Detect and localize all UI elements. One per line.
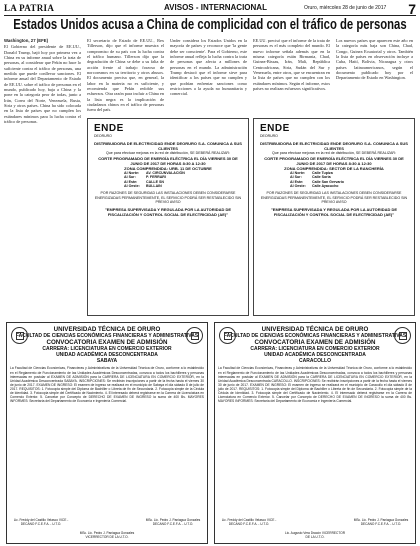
- section-title: AVISOS - INTERNACIONAL: [164, 3, 267, 12]
- ad-cut: CORTE PROGRAMADO DE ENERGÍA ELÉCTRICA EL DÍA VIERNES 30 DE JUNIO DE 2017 DE HORAS 8:30 A 12:30: [98, 155, 238, 166]
- career-name: CARRERA: LICENCIATURA EN COMERCIO EXTERIOR: [250, 346, 380, 353]
- ad-slogan: "EMPRESA SUPERVISADA Y REGULADA POR LA AUTORIDAD DE FISCALIZACIÓN Y CONTROL SOCIAL DE ELECTRICIDAD (AE)": [270, 206, 398, 217]
- ad-cut: CORTE PROGRAMADO DE ENERGÍA ELÉCTRICA EL DÍA VIERNES 30 DE JUNIO DE 2017 DE HORAS 8:30 A 12:30: [264, 155, 404, 166]
- ad-intro: Que para efectuar mejoras en la red de distribución, SE DEBERÁ REALIZAR:: [271, 151, 397, 155]
- university-notice-caracollo: [214, 322, 416, 544]
- ende-logo: ENDE DEORURO: [94, 123, 124, 138]
- faculty-crest-icon: [394, 327, 411, 344]
- signature-dean: MSc. Lic. Pedro J. Paniagua Gonzales DECANO F.C.E.F.A. - U.T.O.: [353, 518, 409, 527]
- university-name: UNIVERSIDAD TÉCNICA DE ORURO: [53, 326, 161, 333]
- page-number: 7: [408, 1, 416, 17]
- ad-title: DISTRIBUIDORA DE ELECTRICIDAD ENDE DEORURO S.A. COMUNICA A SUS CLIENTES: [260, 141, 408, 151]
- notice-body: La Facultad de Ciencias Económicas, Financieras y Administrativas de la Universidad Técnica de Oruro, conforme a lo establecido en el Reglamento de Funcionamiento de las Unidades Académicas Desconcentradas, convoca a todos los bachilleres y personas interesadas en postular al EXAMEN DE ADMISIÓN para la CARRERA DE LICENCIATURA EN COMERCIO EXTERIOR, en la Unidad Académica Desconcentrada CARACOLLO. INSCRIPCIONES: Se recibirán inscripciones a partir de la fecha hasta el viernes 30 de junio de 2017. EXAMEN DE INGRESO: El examen de ingreso se realizará en el municipio de Caracollo el día sábado 8 de julio de 2017. REQUISITOS: 1. Fotocopia simple del Diploma de Bachiller o Libreta de fin de Secundaria. 2. Fotocopia simple de la Cédula de Identidad. 3. Fotocopia simple del Certificado de Nacimiento. 4. El interesado deberá registrarse en la Carrera de Licenciatura en Comercio Exterior. 5. Cancelar por Concepto de DERECHO DE EXAMEN DE INGRESO la suma de 400 Bs. MAYORES INFORMES: Secretaría del Departamento de Economía e Ingeniería Comercial.: [218, 366, 412, 404]
- university-notice-sabaya: [6, 322, 208, 544]
- signature-vice-rector: Lic. Augusto Vera Dracón VICERRECTOR DE LA U.T.O.: [285, 531, 345, 540]
- university-crest-icon: [219, 327, 236, 344]
- ad-slogan: "EMPRESA SUPERVISADA Y REGULADA POR LA AUTORIDAD DE FISCALIZACIÓN Y CONTROL SOCIAL DE ELECTRICIDAD (AE)": [104, 206, 232, 217]
- article-text: Los nuevos países que aparecen este año en la categoría más baja son China, Chad, Congo, Guinea Ecuatorial y otros. También la lista de países en observación incluye a Cuba, Haití, Bolivia, Nicaragua y otros países latinoamericanos, según el documento publicado hoy por el Departamento de Estado en Washington.: [336, 38, 413, 81]
- unit-place: CARACOLLO: [299, 358, 331, 365]
- zone-row: Al Sur: P. FERRARI: [124, 175, 166, 180]
- faculty-name: FACULTAD DE CIENCIAS ECONÓMICAS FINANCIERAS Y ADMINISTRATIVAS: [15, 333, 199, 340]
- signature-vice-dean: Lic. Freddy del Castillo Velasco VICE - DECANO F.C.E.F.A. - U.T.O.: [13, 518, 69, 527]
- university-name: UNIVERSIDAD TÉCNICA DE ORURO: [261, 326, 369, 333]
- zone-row: Al Norte: AV. CIRCUNVALACIÓN: [124, 170, 185, 175]
- career-name: CARRERA: LICENCIATURA EN COMERCIO EXTERIOR: [42, 346, 172, 353]
- ad-note: POR RAZONES DE SEGURIDAD LAS INSTALACIONES DEBEN CONSIDERARSE ENERGIZADAS PERMANENTEMENTE, EL SERVICIO PODRÁ SER RESTABLECIDO SIN PREVIO AVISO: [260, 190, 408, 205]
- ad-title: DISTRIBUIDORA DE ELECTRICIDAD ENDE DEORURO S.A. COMUNICA A SUS CLIENTES: [94, 141, 242, 151]
- ende-notice-1: [87, 118, 249, 316]
- article-text: Under considera los Estados Unidos en la mayoría de países y reconoce que 'la gente debe ser consciente'. Para el Gobierno, este informe anual refleja la lucha contra la trata de personas que afecta a millones de personas en el mundo. La administración Trump destacó que el informe sirve para identificar a los países que no cumplen y que podrían enfrentar sanciones como restricciones a la ayuda no humanitaria y comercial.: [170, 38, 247, 97]
- notice-title: CONVOCATORIA EXAMEN DE ADMISIÓN: [46, 339, 168, 347]
- zone-row: Al Este: CALLE SN: [124, 179, 164, 184]
- article-text: El Gobierno del presidente de EE.UU., Donald Trump, bajó hoy por primera vez a China en su informe anual sobre la trata de personas, al considerar que Pekín no hace lo suficiente contra el tráfico de personas, una medida que puede conllevar sanciones. El informe anual del Departamento de Estado de EE.UU. sobre el tráfico de personas en el mundo, publicado hoy, baja a China y la pone en la categoría peor de todas, junto a Irán, Corea del Norte, Venezuela, Rusia, Siria y otros países. China ha sido colocada en la lista de países que no cumplen los estándares mínimos para la lucha contra el tráfico de personas.: [4, 44, 81, 125]
- ad-note: POR RAZONES DE SEGURIDAD LAS INSTALACIONES DEBEN CONSIDERARSE ENERGIZADAS PERMANENTEMENTE, EL SERVICIO PODRÁ SER RESTABLECIDO SIN PREVIO AVISO: [94, 190, 242, 205]
- signature-vice-dean: Lic. Freddy del Castillo Velasco VICE - DECANO F.C.E.F.A. - U.T.O.: [221, 518, 277, 527]
- zone-row: Al Sur: Calle Soria: [290, 175, 331, 180]
- unit-name: UNIDAD ACADÉMICA DESCONCENTRADA: [56, 352, 158, 359]
- newspaper-name: LA PATRIA: [4, 3, 55, 13]
- zone-row: Al Oeste: Calle Ayacucho: [290, 184, 339, 189]
- issue-date: Oruro, miércoles 28 de junio de 2017: [304, 5, 387, 11]
- faculty-name: FACULTAD DE CIENCIAS ECONÓMICAS FINANCIERAS Y ADMINISTRATIVAS: [223, 333, 407, 340]
- article-column-1: [4, 38, 81, 314]
- university-crest-icon: [11, 327, 28, 344]
- article-headline: Estados Unidos acusa a China de complicidad con el tráfico de personas: [13, 17, 407, 33]
- ende-logo: ENDE DEORURO: [260, 123, 290, 138]
- ad-zone: ZONA COMPRENDIDA: SECTOR DE LA RANCHERÍA: [284, 165, 384, 171]
- ad-zone: ZONA COMPRENDIDA: URB. 11 DE OCTUBRE: [124, 165, 212, 171]
- unit-name: UNIDAD ACADÉMICA DESCONCENTRADA: [264, 352, 366, 359]
- notice-title: CONVOCATORIA EXAMEN DE ADMISIÓN: [254, 339, 376, 347]
- ad-intro: Que para efectuar mejoras en la red de distribución, SE DEBERÁ REALIZAR:: [105, 151, 231, 155]
- zone-row: Al Este: Calle San Gervario: [290, 179, 344, 184]
- ende-notice-2: [253, 118, 415, 316]
- signature-vice-rector: MSc. Lic. Pedro J. Paniagua Gonzales VICERRECTOR DE LA U.T.O.: [79, 531, 135, 540]
- signature-dean: MSc. Lic. Pedro J. Paniagua Gonzales DECANO F.C.E.F.A. - U.T.O.: [145, 518, 201, 527]
- notice-body: La Facultad de Ciencias Económicas, Financieras y Administrativas de la Universidad Técnica de Oruro, conforme a lo establecido en el Reglamento de Funcionamiento de las Unidades Académicas Desconcentradas, convoca a todos los bachilleres y personas interesadas en postular al EXAMEN DE ADMISIÓN para la CARRERA DE LICENCIATURA EN COMERCIO EXTERIOR, en la Unidad Académica Desconcentrada SABAYA. INSCRIPCIONES: Se recibirán inscripciones a partir de la fecha hasta el viernes 30 de junio de 2017. EXAMEN DE INGRESO: El examen de ingreso se realizará en el municipio de Sabaya el día sábado 8 de julio de 2017. REQUISITOS: 1. Fotocopia simple del Diploma de Bachiller o Libreta de fin de Secundaria. 2. Fotocopia simple de la Cédula de Identidad. 3. Fotocopia simple del Certificado de Nacimiento. 4. El interesado deberá registrarse en la Carrera de Licenciatura en Comercio Exterior. 5. Cancelar por Concepto de DERECHO DE EXAMEN DE INGRESO la suma de 400 Bs. MAYORES INFORMES: Secretaría del Departamento de Economía e Ingeniería Comercial.: [10, 366, 204, 404]
- article-dateline: Washington, 27 (EFE): [4, 38, 49, 43]
- unit-place: SABAYA: [96, 358, 118, 365]
- zone-row: Al Oeste: BULLAIN: [124, 184, 162, 189]
- masthead: [4, 3, 416, 16]
- article-text: EE.UU. precisó que el informe de la trata de personas es el más completo del mundo. El nuevo informe señala además que en la misma categoría están Birmania, Chad, Guinea-Bissau, Irán, Mali, República Centroafricana, Siria, Sudán del Sur y Venezuela, entre otros, que se encuentran en la lista de países que no cumplen con los estándares mínimos. Según el informe, estos países no realizan esfuerzos significativos.: [253, 38, 330, 92]
- zone-row: Al Norte: Calle Tupiza: [290, 170, 333, 175]
- faculty-crest-icon: [186, 327, 203, 344]
- article-text: El secretario de Estado de EE.UU., Rex Tillerson, dijo que el informe muestra el compromiso de su país con la lucha contra el tráfico humano. Tillerson dijo que la degradación de China se debe a su falta de acción frente al trabajo forzoso de norcoreanos en su territorio y otros abusos. El documento precisa que, en general, la labor en la materia no es suficiente, y recomienda que Pekín redoble sus esfuerzos. Otra razón para incluir a China en la lista negra es la implicación de ciudadanos chinos en el tráfico de personas fuera del país.: [87, 38, 164, 113]
